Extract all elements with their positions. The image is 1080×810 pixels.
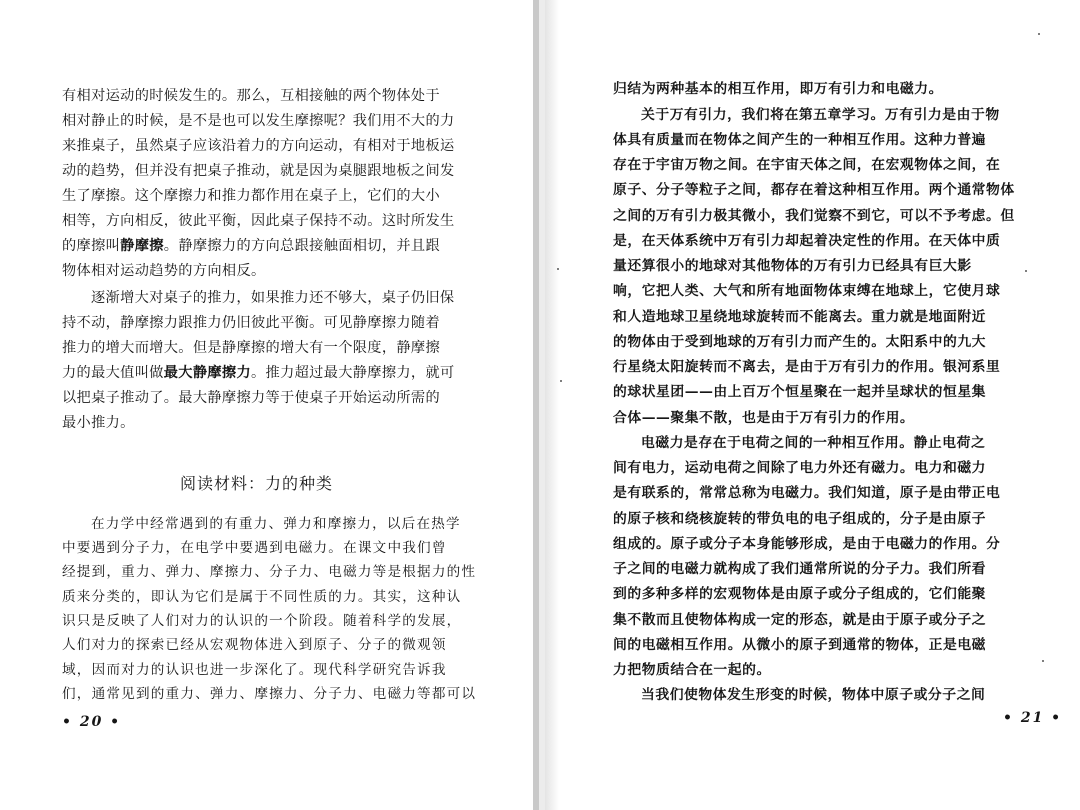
- left-page: [0, 0, 533, 810]
- text-line: 响，它把人类、大气和所有地面物体束缚在地球上，它使月球: [613, 283, 1001, 299]
- page-number: • 21 •: [1003, 710, 1063, 726]
- text-line: 持不动，静摩擦力跟推力仍旧彼此平衡。可见静摩擦力随着: [62, 315, 440, 331]
- text-line: 以把桌子推动了。最大静摩擦力等于使桌子开始运动所需的: [62, 390, 440, 406]
- text-line: 子之间的电磁力就构成了我们通常所说的分子力。我们所看: [613, 561, 987, 577]
- text-line: [62, 237, 440, 255]
- text-line: 有相对运动的时候发生的。那么，互相接触的两个物体处于: [62, 88, 440, 104]
- text-line: 逐渐增大对桌子的推力，如果推力还不够大，桌子仍旧保: [91, 290, 455, 306]
- scan-speck: [1042, 660, 1044, 662]
- text-line: 质来分类的，即认为它们是属于不同性质的力。其实，这种认: [62, 589, 462, 605]
- text-span: 的摩擦叫: [62, 238, 121, 254]
- text-line: 生了摩擦。这个摩擦力和推力都作用在桌子上，它们的大小: [62, 188, 440, 204]
- text-line: 推力的增大而增大。但是静摩擦的增大有一个限度，静摩擦: [62, 340, 440, 356]
- text-line: 是，在天体系统中万有引力却起着决定性的作用。在天体中质: [613, 233, 1001, 249]
- text-line: 量还算很小的地球对其他物体的万有引力已经具有巨大影: [613, 258, 972, 274]
- text-line: 力把物质结合在一起的。: [613, 662, 771, 678]
- text-line: 电磁力是存在于电荷之间的一种相互作用。静止电荷之: [641, 435, 986, 451]
- text-line: 归结为两种基本的相互作用，即万有引力和电磁力。: [613, 81, 943, 97]
- text-line: 原子、分子等粒子之间，都存在着这种相互作用。两个通常物体: [613, 182, 1015, 198]
- text-span: 。推力超过最大静摩擦力，就可: [251, 365, 455, 381]
- text-line: 关于万有引力，我们将在第五章学习。万有引力是由于物: [641, 107, 1000, 123]
- text-line: 相对静止的时候，是不是也可以发生摩擦呢？我们用不大的力: [62, 113, 455, 129]
- text-line: 集不散而且使物体构成一定的形态，就是由于原子或分子之: [613, 612, 987, 628]
- text-line: 当我们使物体发生形变的时候，物体中原子或分子之间: [641, 687, 986, 703]
- text-line: 识只是反映了人们对力的认识的一个阶段。随着科学的发展，: [62, 613, 462, 629]
- text-line: 间的电磁相互作用。从微小的原子到通常的物体，正是电磁: [613, 637, 987, 653]
- text-line: 体具有质量而在物体之间产生的一种相互作用。这种力普遍: [613, 132, 987, 148]
- text-line: 之间的万有引力极其微小，我们觉察不到它，可以不予考虑。但: [613, 208, 1015, 224]
- text-line: 和人造地球卫星绕地球旋转而不能离去。重力就是地面附近: [613, 309, 987, 325]
- scan-speck: [560, 380, 562, 382]
- text-line: 物体相对运动趋势的方向相反。: [62, 263, 266, 279]
- text-line: 到的多种多样的宏观物体是由原子或分子组成的，它们能聚: [613, 586, 987, 602]
- text-line: 是有联系的，常常总称为电磁力。我们知道，原子是由带正电: [613, 485, 1001, 501]
- right-page: [545, 0, 1080, 810]
- text-line: 的球状星团——由上百万个恒星聚在一起并呈球状的恒星集: [613, 384, 987, 400]
- text-line: 经提到，重力、弹力、摩擦力、分子力、电磁力等是根据力的性: [62, 564, 477, 580]
- text-line: 们，通常见到的重力、弹力、摩擦力、分子力、电磁力等都可以: [62, 686, 477, 702]
- text-line: 最小推力。: [62, 415, 135, 431]
- text-line: [62, 364, 455, 382]
- text-line: 人们对力的探索已经从宏观物体进入到原子、分子的微观领: [62, 637, 447, 653]
- section-heading: 阅读材料：力的种类: [180, 474, 334, 493]
- text-span: 力的最大值叫做: [62, 365, 164, 381]
- scan-speck: [1038, 33, 1040, 35]
- scan-speck: [1025, 270, 1027, 272]
- text-line: 中要遇到分子力，在电学中要遇到电磁力。在课文中我们曾: [62, 540, 447, 556]
- text-line: 合体——聚集不散，也是由于万有引力的作用。: [613, 410, 915, 426]
- text-line: 动的趋势，但并没有把桌子推动，就是因为桌腿跟地板之间发: [62, 163, 455, 179]
- text-span: 。静摩擦力的方向总跟接触面相切，并且跟: [163, 238, 440, 254]
- text-line: 行星绕太阳旋转而不离去，是由于万有引力的作用。银河系里: [613, 359, 1001, 375]
- page-number: • 20 •: [62, 714, 122, 730]
- term-static-friction: 静摩擦: [120, 238, 164, 254]
- scan-speck: [557, 268, 559, 270]
- text-line: 组成的。原子或分子本身能够形成，是由于电磁力的作用。分: [613, 536, 1001, 552]
- term-max-static-friction: 最大静摩擦力: [163, 365, 251, 381]
- text-line: 来推桌子，虽然桌子应该沿着力的方向运动，有相对于地板运: [62, 138, 455, 154]
- page-edge-shadow: [545, 0, 559, 810]
- text-line: 域，因而对力的认识也进一步深化了。现代科学研究告诉我: [62, 662, 447, 678]
- text-line: 相等，方向相反，彼此平衡，因此桌子保持不动。这时所发生: [62, 213, 455, 229]
- text-line: 存在于宇宙万物之间。在宇宙天体之间，在宏观物体之间，在: [613, 157, 1001, 173]
- text-line: 在力学中经常遇到的有重力、弹力和摩擦力，以后在热学: [91, 516, 461, 532]
- text-line: 的原子核和绕核旋转的带负电的电子组成的，分子是由原子: [613, 511, 987, 527]
- text-line: 的物体由于受到地球的万有引力而产生的。太阳系中的九大: [613, 334, 987, 350]
- text-line: 间有电力，运动电荷之间除了电力外还有磁力。电力和磁力: [613, 460, 987, 476]
